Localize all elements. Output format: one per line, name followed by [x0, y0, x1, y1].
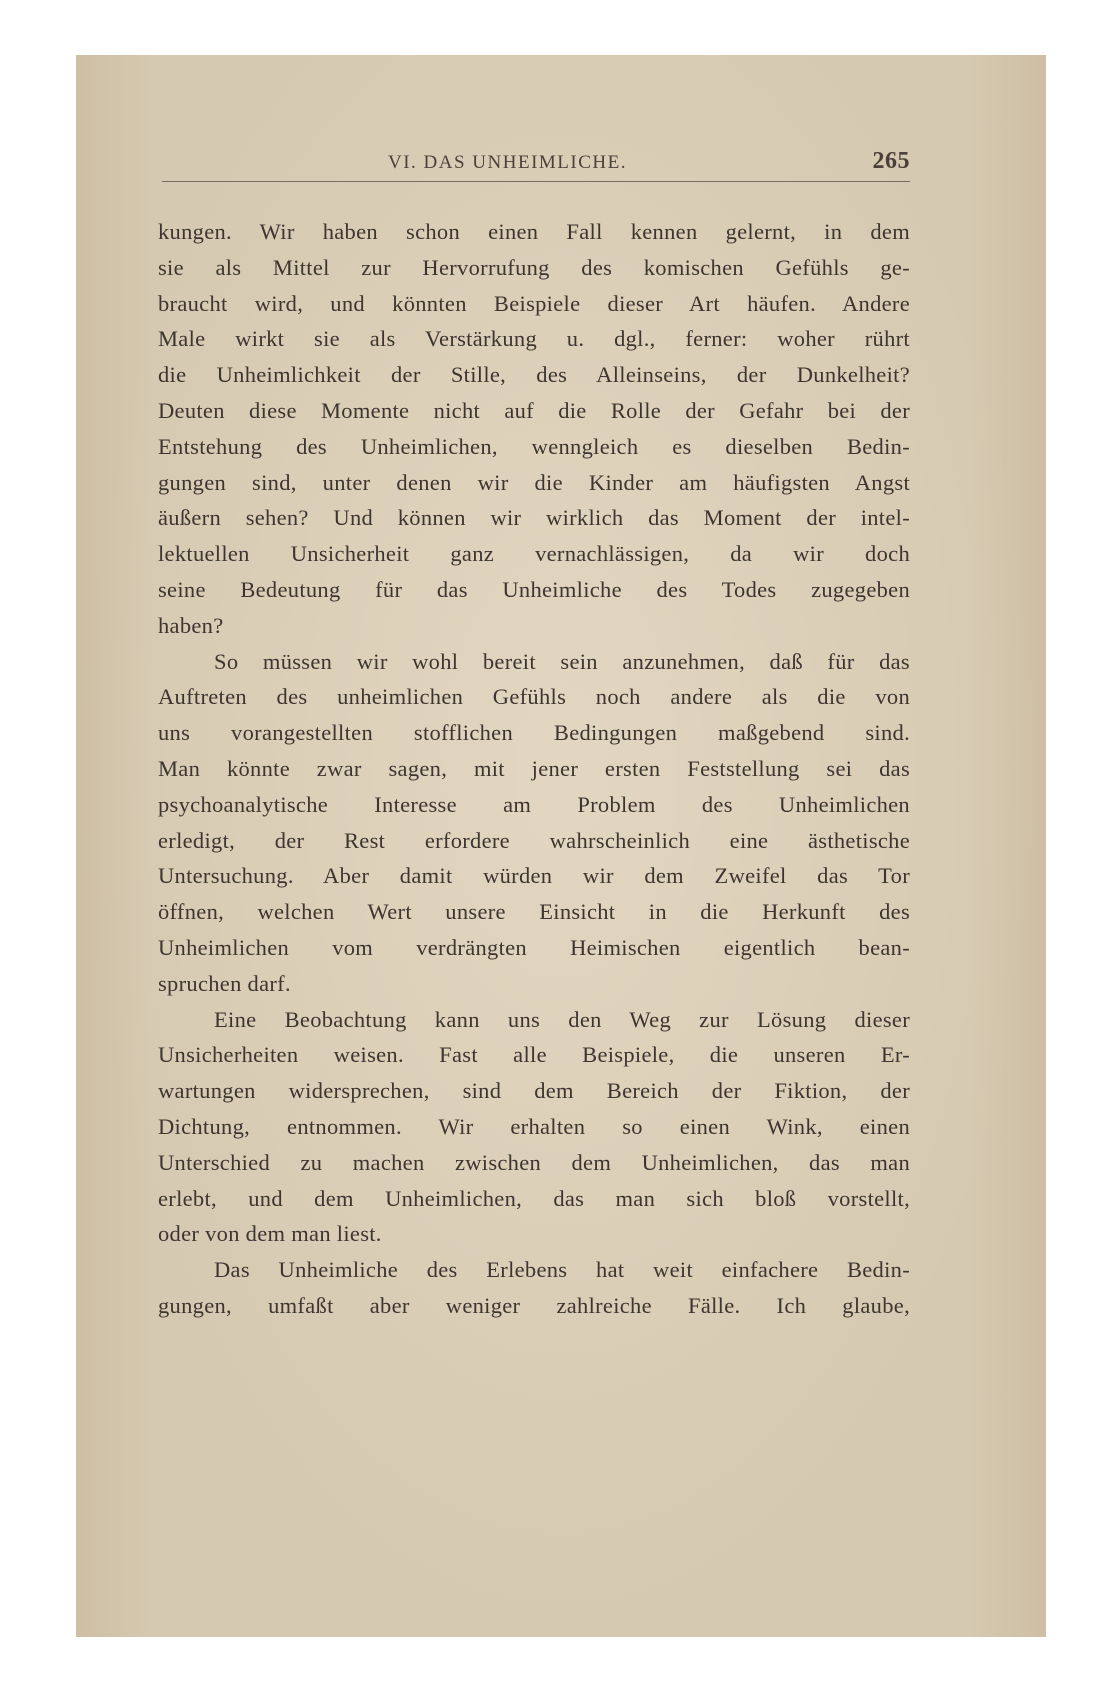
text-line: Entstehung des Unheimlichen, wenngleich es dieselben Bedin- [158, 433, 910, 459]
text-line: lektuellen Unsicherheit ganz vernachlässigen, da wir doch [158, 541, 910, 567]
text-line: So müssen wir wohl bereit sein anzunehmen, daß für das [214, 648, 910, 674]
text-line: spruchen darf. [158, 970, 291, 996]
text-line: die Unheimlichkeit der Stille, des Alleinseins, der Dunkelheit? [158, 362, 910, 388]
text-line: Unterschied zu machen zwischen dem Unheimlichen, das man [158, 1149, 910, 1175]
text-line: Das Unheimliche des Erlebens hat weit einfachere Bedin- [214, 1257, 910, 1283]
running-head [162, 150, 910, 180]
running-head-title: VI. DAS UNHEIMLICHE. [388, 152, 627, 173]
text-line: Eine Beobachtung kann uns den Weg zur Lösung dieser [214, 1006, 910, 1032]
text-line: Man könnte zwar sagen, mit jener ersten Feststellung sei das [158, 755, 910, 781]
text-line: Auftreten des unheimlichen Gefühls noch andere als die von [158, 684, 910, 710]
text-line: braucht wird, und könnten Beispiele dieser Art häufen. Andere [158, 290, 910, 316]
body-text [158, 214, 910, 1324]
text-line: Unsicherheiten weisen. Fast alle Beispiele, die unseren Er- [158, 1042, 910, 1068]
text-line: Male wirkt sie als Verstärkung u. dgl., ferner: woher rührt [158, 326, 910, 352]
text-line: Dichtung, entnommen. Wir erhalten so einen Wink, einen [158, 1113, 910, 1139]
text-line: gungen sind, unter denen wir die Kinder am häufigsten Angst [158, 469, 910, 495]
text-line: uns vorangestellten stofflichen Bedingungen maßgebend sind. [158, 720, 910, 746]
text-line: oder von dem man liest. [158, 1221, 382, 1247]
text-line: äußern sehen? Und können wir wirklich das Moment der intel- [158, 505, 910, 531]
text-line: gungen, umfaßt aber weniger zahlreiche Fälle. Ich glaube, [158, 1292, 910, 1318]
header-rule [162, 181, 910, 182]
page-number: 265 [872, 148, 910, 174]
text-line: Unheimlichen vom verdrängten Heimischen eigentlich bean- [158, 934, 910, 960]
text-line: Untersuchung. Aber damit würden wir dem Zweifel das Tor [158, 863, 910, 889]
text-line: wartungen widersprechen, sind dem Bereich der Fiktion, der [158, 1078, 910, 1104]
text-line: erlebt, und dem Unheimlichen, das man sich bloß vorstellt, [158, 1185, 910, 1211]
text-line: erledigt, der Rest erfordere wahrscheinlich eine ästhetische [158, 827, 910, 853]
text-line: seine Bedeutung für das Unheimliche des Todes zugegeben [158, 576, 910, 602]
text-line: öffnen, welchen Wert unsere Einsicht in die Herkunft des [158, 899, 910, 925]
text-line: sie als Mittel zur Hervorrufung des komischen Gefühls ge- [158, 254, 910, 280]
text-line: psychoanalytische Interesse am Problem des Unheimlichen [158, 791, 910, 817]
text-line: haben? [158, 612, 224, 638]
text-line: Deuten diese Momente nicht auf die Rolle der Gefahr bei der [158, 397, 910, 423]
text-line: kungen. Wir haben schon einen Fall kennen gelernt, in dem [158, 219, 910, 244]
